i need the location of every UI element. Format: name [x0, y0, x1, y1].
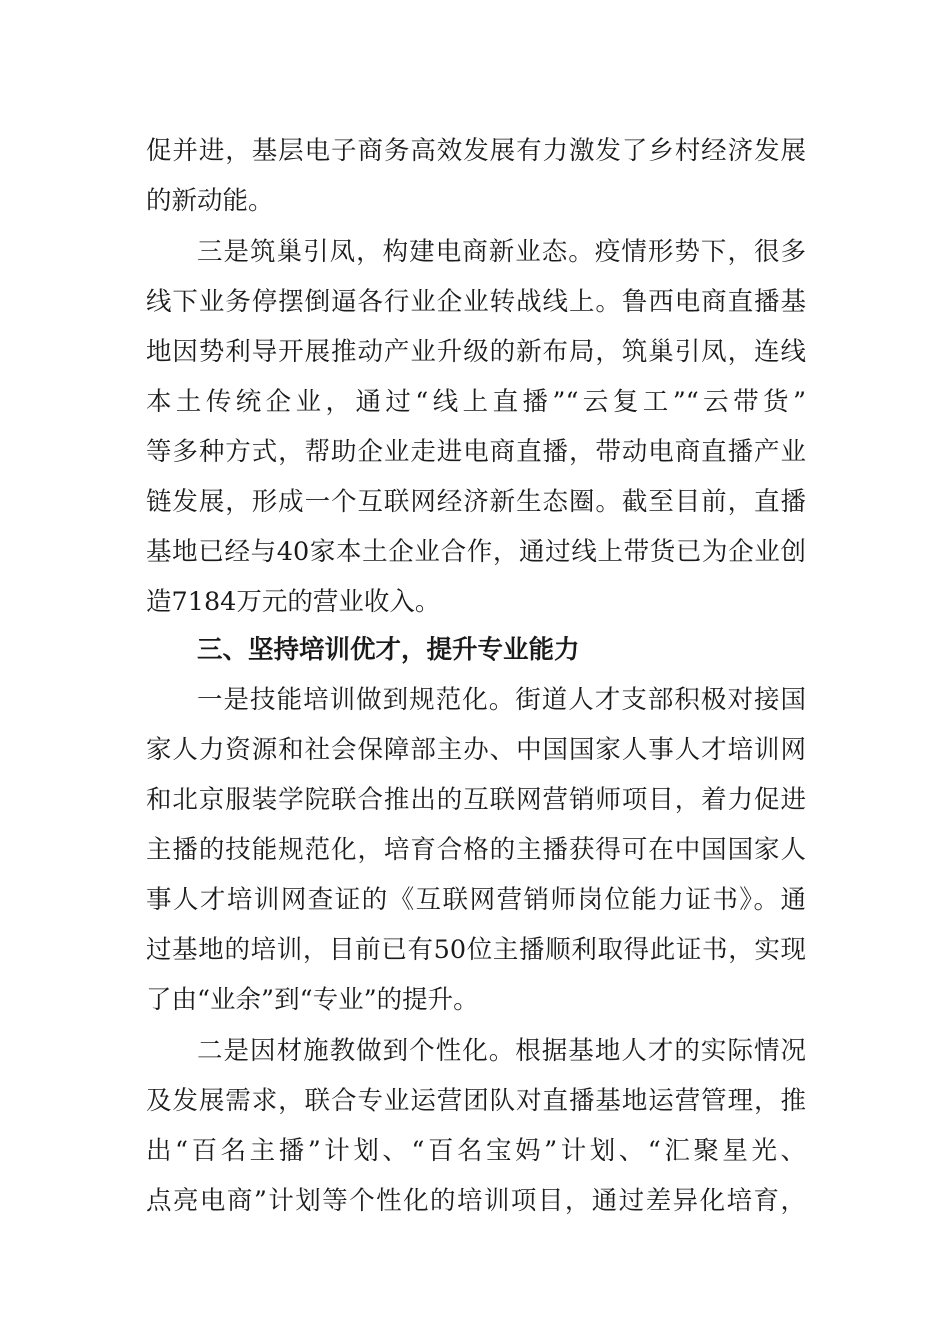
paragraph-start-line: 一是技能培训做到规范化。街道人才支部积极对接国 — [197, 685, 806, 715]
body-text-line: 了由“业余”到“专业”的提升。 — [146, 985, 479, 1015]
section-heading: 三、坚持培训优才，提升专业能力 — [197, 635, 580, 665]
body-text-line: 和北京服装学院联合推出的互联网营销师项目，着力促进 — [146, 785, 806, 815]
body-text-line: 造7184万元的营业收入。 — [146, 587, 441, 617]
body-text-line: 出“百名主播”计划、“百名宝妈”计划、“汇聚星光、 — [146, 1136, 806, 1166]
body-text-line: 主播的技能规范化，培育合格的主播获得可在中国国家人 — [146, 835, 806, 865]
body-text-line: 线下业务停摆倒逼各行业企业转战线上。鲁西电商直播基 — [146, 287, 806, 317]
body-text-line: 过基地的培训，目前已有50位主播顺利取得此证书，实现 — [146, 935, 806, 965]
paragraph-start-line: 二是因材施教做到个性化。根据基地人才的实际情况 — [197, 1036, 806, 1066]
body-text-line: 链发展，形成一个互联网经济新生态圈。截至目前，直播 — [146, 487, 806, 517]
body-text-line: 家人力资源和社会保障部主办、中国国家人事人才培训网 — [146, 735, 806, 765]
body-text-line: 促并进，基层电子商务高效发展有力激发了乡村经济发展 — [146, 136, 806, 166]
body-text-line: 地因势利导开展推动产业升级的新布局，筑巢引凤，连线 — [146, 337, 806, 367]
body-text-line: 及发展需求，联合专业运营团队对直播基地运营管理，推 — [146, 1086, 806, 1116]
body-text-line: 点亮电商”计划等个性化的培训项目，通过差异化培育， — [146, 1186, 806, 1216]
body-text-line: 的新动能。 — [146, 186, 274, 216]
body-text-line: 等多种方式，帮助企业走进电商直播，带动电商直播产业 — [146, 437, 806, 467]
body-text-line: 基地已经与40家本土企业合作，通过线上带货已为企业创 — [146, 537, 806, 567]
body-text-line: 本土传统企业，通过“线上直播”“云复工”“云带货” — [146, 387, 806, 417]
body-text-line: 事人才培训网查证的《互联网营销师岗位能力证书》。通 — [146, 885, 806, 915]
paragraph-start-line: 三是筑巢引凤，构建电商新业态。疫情形势下，很多 — [197, 237, 806, 267]
